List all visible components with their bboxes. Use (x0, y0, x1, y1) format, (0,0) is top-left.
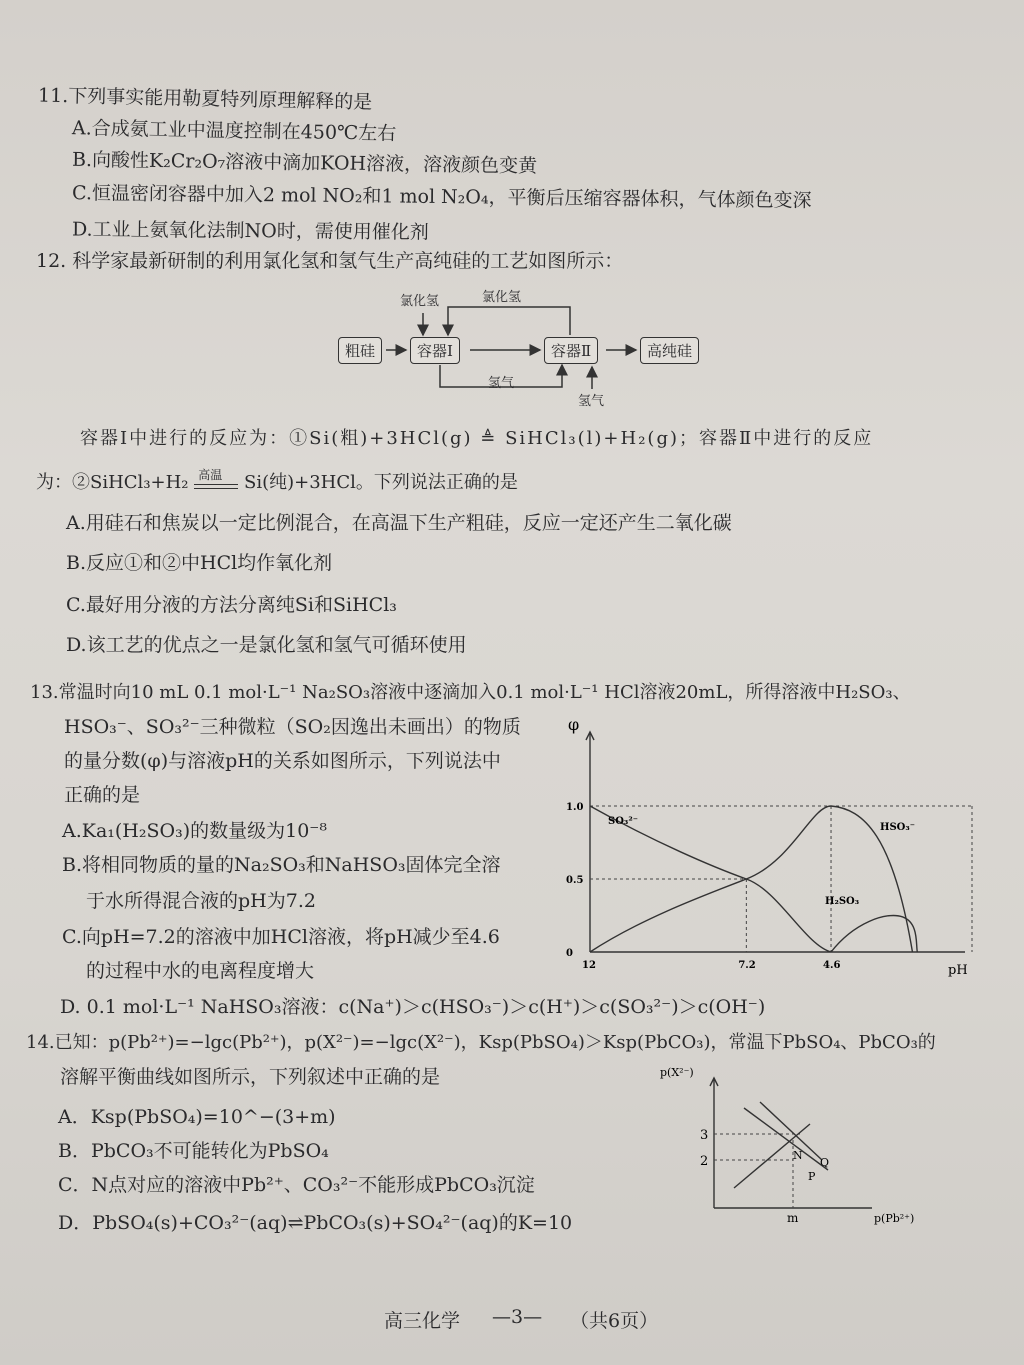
x-tick-label: 4.6 (823, 960, 841, 971)
x-tick-label: m (787, 1211, 799, 1225)
h2-recycle-label: 氢气 (488, 376, 515, 391)
q13-stem-line4: 正确的是 (64, 784, 141, 806)
q13-stem-line3: 的量分数(φ)与溶液pH的关系如图所示，下列说法中 (64, 750, 501, 772)
pbso4-line (744, 1108, 828, 1170)
series-hso3-label: HSO₃⁻ (880, 822, 916, 833)
series-so3-label: SO₃²⁻ (608, 816, 638, 827)
y-tick-label: 0 (566, 948, 573, 959)
x-axis-label: pH (948, 963, 968, 978)
q13-option-c: C.向pH=7.2的溶液中加HCl溶液，将pH减少至4.6 (62, 926, 500, 948)
q14-option-d: D．PbSO₄(s)+CO₃²⁻(aq)⇌PbCO₃(s)+SO₄²⁻(aq)的K=10 (58, 1212, 573, 1234)
y-tick-label: 3 (700, 1128, 709, 1143)
q12-text-line2 (36, 467, 518, 496)
series-h2so3-curve (831, 916, 917, 953)
q13-option-d: D. 0.1 mol·L⁻¹ NaHSO₃溶液：c(Na⁺)＞c(HSO₃⁻)＞c(H⁺)＞c(SO₃²⁻)＞c(OH⁻) (60, 996, 766, 1018)
q12-text-line1: 容器Ⅰ中进行的反应为：①Si(粗)+3HCl(g) ≜ SiHCl₃(l)+H₂(g)；容器Ⅱ中进行的反应 (80, 428, 874, 449)
q13-option-b: B.将相同物质的量的Na₂SO₃和NaHSO₃固体完全溶 (62, 854, 501, 876)
series-h2so3-label: H₂SO₃ (825, 895, 860, 907)
pure-si-box: 高纯硅 (640, 337, 699, 364)
q13-option-b-cont: 于水所得混合液的pH为7.2 (86, 890, 316, 912)
q14-option-a: A．Ksp(PbSO₄)=10^−(3+m) (58, 1106, 336, 1128)
y-tick-label: 2 (700, 1154, 709, 1169)
pbco3-line (760, 1102, 822, 1160)
q12-reaction2-right: Si(纯)+3HCl。下列说法正确的是 (244, 472, 518, 493)
h2-input-label: 氢气 (578, 394, 605, 409)
q12-stem: 12. 科学家最新研制的利用氯化氢和氢气生产高纯硅的工艺如图所示： (36, 250, 624, 272)
q11-option-d: D.工业上氨氧化法制NO时，需使用催化剂 (71, 218, 429, 244)
q13-stem-line1: 13.常温时向10 mL 0.1 mol·L⁻¹ Na₂SO₃溶液中逐滴加入0.1 mol·L⁻¹ HCl溶液20mL，所得溶液中H₂SO₃、 (30, 682, 911, 703)
x-tick-label: 7.2 (738, 960, 756, 971)
q14-chart (650, 1062, 950, 1232)
q14-option-b: B．PbCO₃不可能转化为PbSO₄ (58, 1140, 329, 1162)
q13-option-a: A.Ka₁(H₂SO₃)的数量级为10⁻⁸ (62, 820, 327, 842)
y-tick-label: 1.0 (566, 802, 584, 813)
q12-process-diagram (330, 285, 710, 415)
q12-reaction2-left: 为：②SiHCl₃+H₂ (36, 472, 189, 493)
high-temp-arrow (194, 467, 238, 489)
q12-option-b: B.反应①和②中HCl均作氧化剂 (66, 552, 333, 574)
point-label-n: N (793, 1149, 803, 1162)
vessel-1-box: 容器Ⅰ (410, 337, 460, 364)
q13-chart (560, 712, 980, 982)
y-axis-label: p(X²⁻) (660, 1066, 694, 1079)
x-tick-label: 12 (582, 960, 596, 971)
q12-option-a: A.用硅石和焦炭以一定比例混合，在高温下生产粗硅，反应一定还产生二氧化碳 (66, 512, 732, 534)
y-tick-label: 0.5 (566, 875, 584, 886)
q13-stem-line2: HSO₃⁻、SO₃²⁻三种微粒（SO₂因逸出未画出）的物质 (64, 716, 521, 738)
y-axis-label: φ (568, 715, 580, 734)
footer-page-number: —3— (492, 1306, 543, 1328)
point-label-p: P (808, 1170, 816, 1183)
q14-stem-line2: 溶解平衡曲线如图所示，下列叙述中正确的是 (60, 1066, 441, 1088)
q11-option-b: B.向酸性K₂Cr₂O₇溶液中滴加KOH溶液，溶液颜色变黄 (71, 148, 538, 178)
q11-option-c: C.恒温密闭容器中加入2 mol NO₂和1 mol N₂O₄，平衡后压缩容器体积，气体颜色变深 (71, 182, 812, 212)
q14-option-c: C．N点对应的溶液中Pb²⁺、CO₃²⁻不能形成PbCO₃沉淀 (58, 1174, 535, 1196)
hcl-input-label: 氯化氢 (400, 294, 440, 309)
footer-subject: 高三化学 (384, 1310, 461, 1332)
point-label-q: Q (820, 1156, 830, 1169)
q12-option-d: D.该工艺的优点之一是氯化氢和氢气可循环使用 (66, 634, 467, 656)
q11-stem: 11.下列事实能用勒夏特列原理解释的是 (37, 84, 373, 114)
q12-option-c: C.最好用分液的方法分离纯Si和SiHCl₃ (66, 594, 397, 616)
crude-si-box: 粗硅 (338, 337, 382, 364)
high-temp-label: 高温 (198, 467, 223, 482)
footer-total-pages: （共6页） (570, 1310, 659, 1332)
hcl-recycle-label: 氯化氢 (482, 290, 522, 305)
vessel-2-box: 容器Ⅱ (544, 337, 598, 364)
q14-stem-line1: 14.已知：p(Pb²⁺)=−lgc(Pb²⁺)，p(X²⁻)=−lgc(X²⁻)，Ksp(PbSO₄)＞Ksp(PbCO₃)，常温下PbSO₄、PbCO₃的 (26, 1032, 936, 1053)
x-axis-label: p(Pb²⁺) (874, 1212, 915, 1225)
q13-option-c-cont: 的过程中水的电离程度增大 (86, 960, 315, 982)
q11-option-a: A.合成氨工业中温度控制在450℃左右 (71, 117, 397, 145)
